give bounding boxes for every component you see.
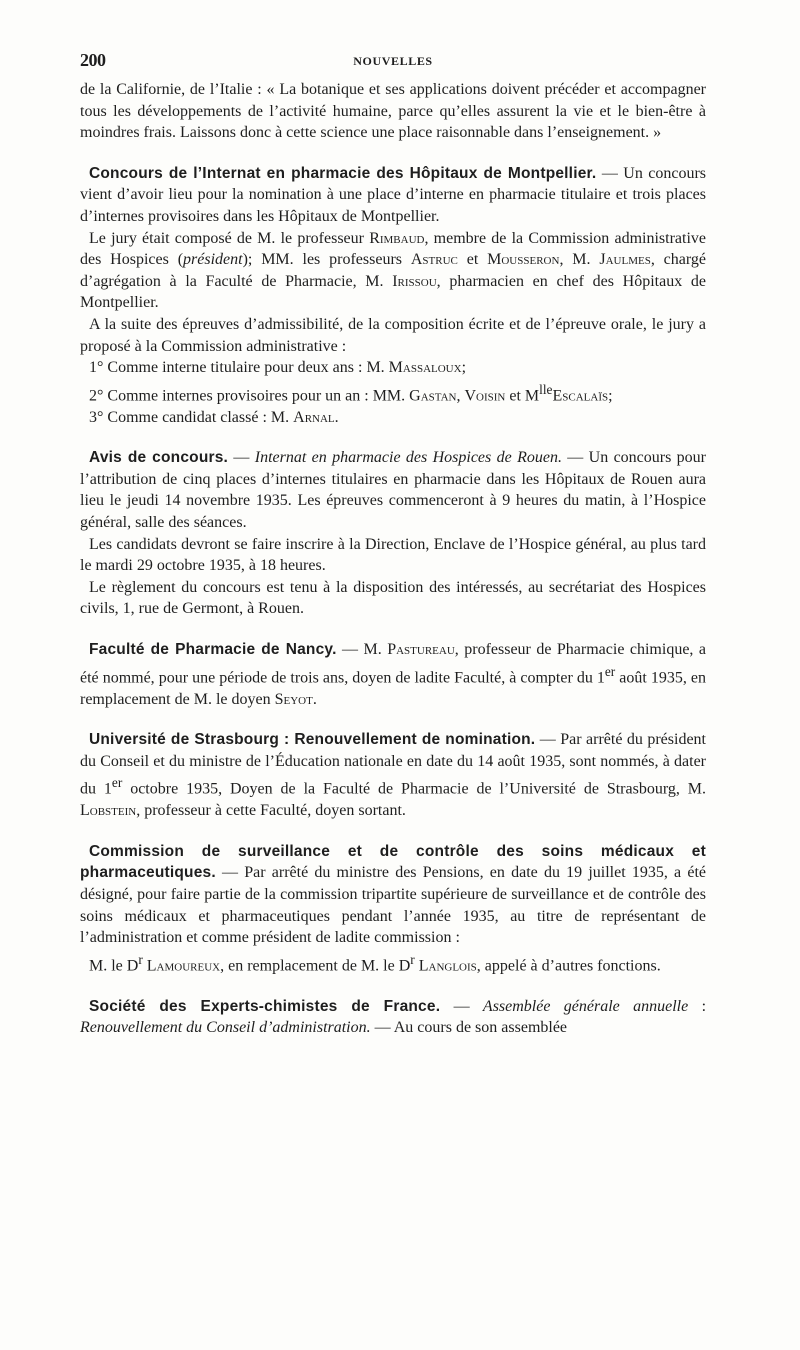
experts-heading: Société des Experts-chimistes de France. <box>89 997 441 1015</box>
strasbourg-paragraph: Université de Strasbourg : Renouvellement de nomination. — Par arrêté du président du Conseil et du ministre de l’Éducation nationale en date du 14 août 1935, sont nommés, à dater du 1er octobre 1935, Doyen de la Faculté de Pharmacie de l’Université de Strasbourg, M. Lobstein, professeur à cette Faculté, doyen sortant. <box>80 731 707 820</box>
rouen-paragraph: Avis de concours. — Internat en pharmacie des Hospices de Rouen. — Un concours pour l’attribution de cinq places d’internes titulaires en pharmacie dans les Hôpitaux de Rouen aura lieu le jeudi 14 novembre 1935. Les épreuves commenceront à 9 heures du matin, à l’Hospice général, salle des séances. <box>80 449 707 532</box>
page <box>80 50 706 1039</box>
nancy-heading: Faculté de Pharmacie de Nancy. <box>89 640 337 658</box>
nancy-paragraph: Faculté de Pharmacie de Nancy. — M. Pastureau, professeur de Pharmacie chimique, a été nommé, pour une période de trois ans, doyen de ladite Faculté, à compter du 1er août 1935, en remplacement de M. le doyen Seyot. <box>80 640 706 708</box>
rouen-paragraph-2: Les candidats devront se faire inscrire à la Direction, Enclave de l’Hospice général, au plus tard le mardi 29 octobre 1935, à 18 heures. <box>80 535 706 575</box>
commission-paragraph: Commission de surveillance et de contrôle des soins médicaux et pharmaceutiques. — Par arrêté du ministre des Pensions, en date du 19 juillet 1935, a été désigné, pour faire partie de la commission tripartite supérieure de surveillance et de contrôle des soins médicaux et pharmaceutiques pendant l’année 1935, au titre de représentant de l’administration et comme président de ladite commission : <box>80 842 706 947</box>
montpellier-item-1: 1° Comme interne titulaire pour deux ans : M. Massaloux; <box>89 359 467 377</box>
montpellier-heading: Concours de l’Internat en pharmacie des Hôpitaux de Montpellier. <box>89 164 597 182</box>
montpellier-item-2: 2° Comme internes provisoires pour un an : MM. Gastan, Voisin et $M^{lle}Escalaïs$; <box>89 381 613 405</box>
montpellier-jury-paragraph: Le jury était composé de M. le professeur Rimbaud, membre de la Commission administrative des Hospices (président); MM. les professeurs Astruc et Mousseron, M. Jaulmes, chargé d’agrégation à la Faculté de Pharmacie, M. Irissou, pharmacien en chef des Hôpitaux de Montpellier. <box>80 229 707 312</box>
page-header <box>80 50 706 76</box>
montpellier-results-paragraph: A la suite des épreuves d’admissibilité, de la composition écrite et de l’épreuve orale, le jury a proposé à la Commission administrative : <box>80 315 706 355</box>
page-number: 200 <box>80 50 106 70</box>
commission-paragraph-2: M. le $D^r$ Lamoureux, en remplacement de M. le $D^r$ Langlois, appelé à d’autres fonctions. <box>89 951 661 975</box>
commission-heading: Commission de surveillance et de contrôle des soins médicaux et pharmaceutiques. <box>80 842 706 882</box>
strasbourg-heading: Université de Strasbourg : Renouvellement de nomination. <box>89 731 536 749</box>
montpellier-item-3: 3° Comme candidat classé : M. Arnal. <box>89 408 339 426</box>
running-head: NOUVELLES <box>353 54 433 68</box>
experts-paragraph: Société des Experts-chimistes de France. — Assemblée générale annuelle : Renouvellement du Conseil d’administration. — Au cours de son assemblée <box>80 997 707 1037</box>
rouen-paragraph-3: Le règlement du concours est tenu à la disposition des intéressés, au secrétariat des Hospices civils, 1, rue de Germont, à Rouen. <box>80 578 706 618</box>
montpellier-paragraph: Concours de l’Internat en pharmacie des Hôpitaux de Montpellier. — Un concours vient d’avoir lieu pour la nomination à une place d’interne en pharmacie titulaire et trois places d’internes provisoires dans les Hôpitaux de Montpellier. <box>80 164 707 225</box>
rouen-heading: Avis de concours. <box>89 449 229 467</box>
intro-paragraph: de la Californie, de l’Italie : « La botanique et ses applications doivent précéder et accompagner tous les développements de l’activité humaine, parce qu’elles assurent la vie et le bien-être à moindres frais. Laissons donc à cette science une place raisonnable dans l’enseignement. » <box>80 81 706 142</box>
